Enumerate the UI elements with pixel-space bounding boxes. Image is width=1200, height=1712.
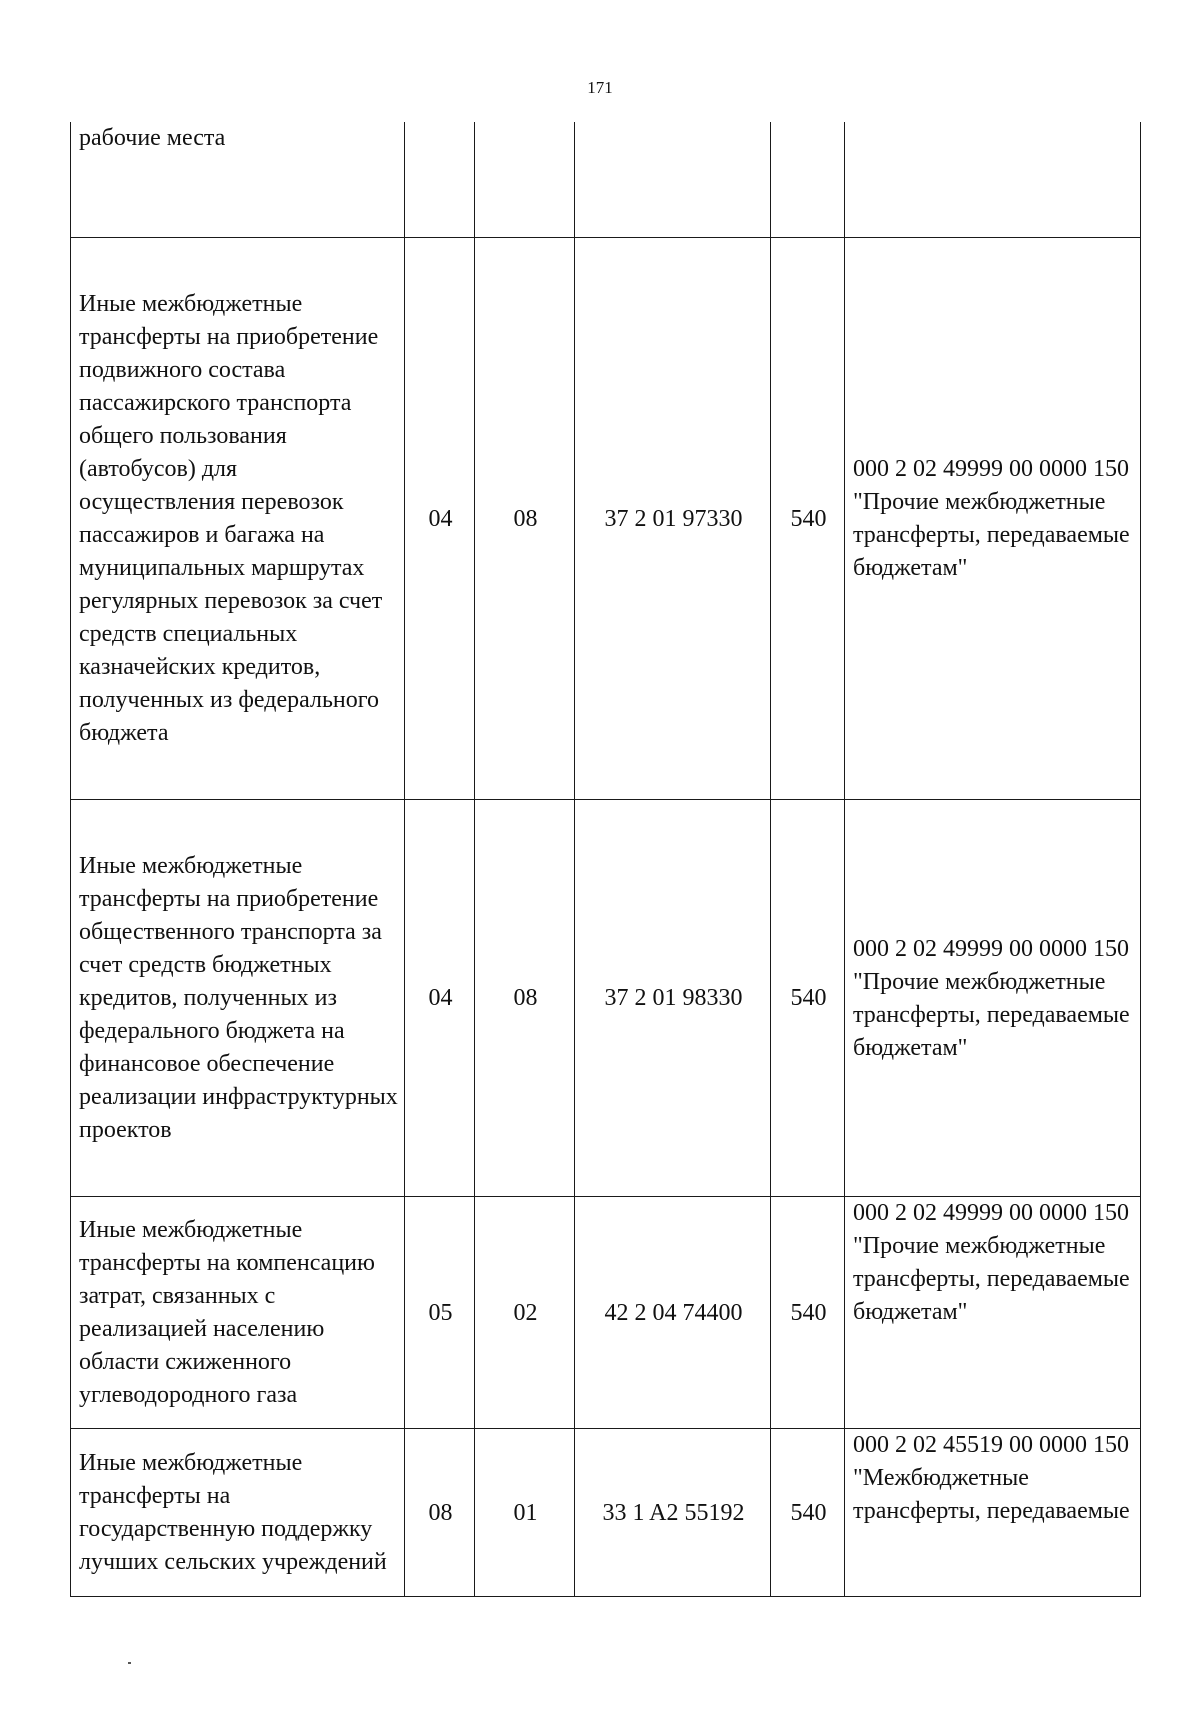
scan-speck — [128, 1662, 131, 1664]
row-target-article: 42 2 04 74400 — [575, 1196, 771, 1428]
row-income-code — [845, 122, 1141, 237]
row-description: Иные межбюджетные трансферты на компенсацию затрат, связанных с реализацией населению области сжиженного углеводородного газа — [71, 1196, 405, 1428]
row-section: 08 — [405, 1428, 475, 1596]
row-income-code: 000 2 02 49999 00 0000 150 "Прочие межбюджетные трансферты, передаваемые бюджетам" — [845, 799, 1141, 1196]
row-expense-type: 540 — [771, 799, 845, 1196]
row-description: рабочие места — [71, 122, 405, 237]
row-description: Иные межбюджетные трансферты на приобретение подвижного состава пассажирского транспорта общего пользования (автобусов) для осуществления перевозок пассажиров и багажа на муниципальных маршрутах регулярных перевозок за счет средств специальных казначейских кредитов, полученных из федерального бюджета — [71, 237, 405, 799]
row-target-article: 37 2 01 98330 — [575, 799, 771, 1196]
row-section: 04 — [405, 799, 475, 1196]
table-row — [71, 122, 1141, 237]
row-target-article: 37 2 01 97330 — [575, 237, 771, 799]
row-expense-type: 540 — [771, 237, 845, 799]
row-expense-type: 540 — [771, 1196, 845, 1428]
row-subsection — [475, 122, 575, 237]
row-section: 05 — [405, 1196, 475, 1428]
row-description: Иные межбюджетные трансферты на приобретение общественного транспорта за счет средств бюджетных кредитов, полученных из федерального бюджета на финансовое обеспечение реализации инфраструктурных проектов — [71, 799, 405, 1196]
row-income-code: 000 2 02 49999 00 0000 150 "Прочие межбюджетные трансферты, передаваемые бюджетам" — [845, 1196, 1141, 1428]
row-subsection: 02 — [475, 1196, 575, 1428]
row-target-article — [575, 122, 771, 237]
row-target-article: 33 1 A2 55192 — [575, 1428, 771, 1596]
row-subsection: 08 — [475, 237, 575, 799]
row-income-code: 000 2 02 49999 00 0000 150 "Прочие межбюджетные трансферты, передаваемые бюджетам" — [845, 237, 1141, 799]
table-row — [71, 1428, 1141, 1596]
row-expense-type: 540 — [771, 1428, 845, 1596]
row-section — [405, 122, 475, 237]
row-subsection: 08 — [475, 799, 575, 1196]
row-description: Иные межбюджетные трансферты на государственную поддержку лучших сельских учреждений — [71, 1428, 405, 1596]
table-row — [71, 799, 1141, 1196]
row-income-code: 000 2 02 45519 00 0000 150 "Межбюджетные трансферты, передаваемые — [845, 1428, 1141, 1596]
table-row — [71, 1196, 1141, 1428]
page-number: 171 — [587, 78, 613, 97]
table-row — [71, 237, 1141, 799]
row-section: 04 — [405, 237, 475, 799]
row-expense-type — [771, 122, 845, 237]
row-subsection: 01 — [475, 1428, 575, 1596]
budget-table — [70, 122, 1141, 1597]
